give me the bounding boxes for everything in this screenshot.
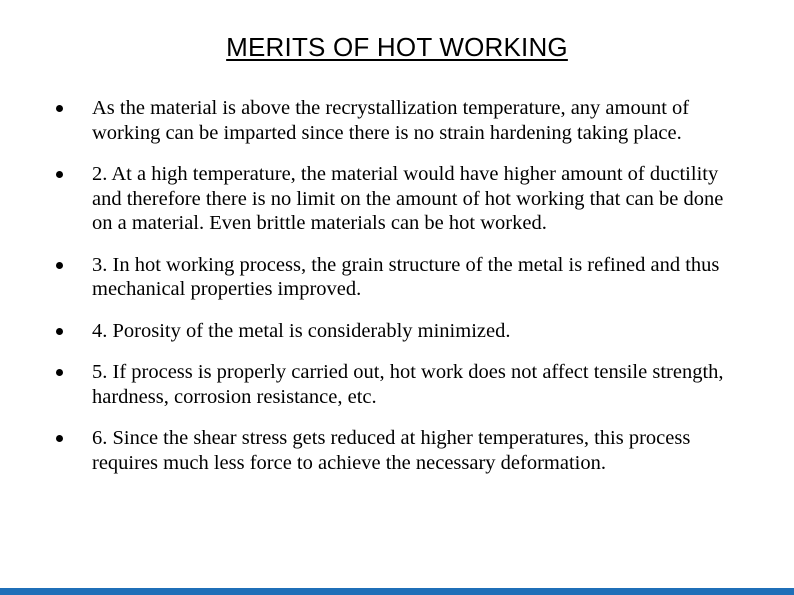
bullet-dot-icon [56,369,63,376]
bullet-text: 2. At a high temperature, the material would have higher amount of ductility and therefore there is no limit on the amount of hot working that can be done on a material. Even brittle materials can be hot worked. [92,163,724,234]
slide-title: MERITS OF HOT WORKING [226,32,568,62]
bullet-item [56,162,736,236]
bullet-item [56,319,736,344]
bullet-dot-icon [56,328,63,335]
bullet-item [56,360,736,409]
bullet-text: 3. In hot working process, the grain structure of the metal is refined and thus mechanical properties improved. [92,253,720,300]
bullet-dot-icon [56,262,63,269]
bullet-text: 5. If process is properly carried out, hot work does not affect tensile strength, hardness, corrosion resistance, etc. [92,361,724,408]
bullet-dot-icon [56,171,63,178]
footer-accent-bar [0,588,794,595]
bullet-item [56,253,736,302]
bullet-list [56,96,736,492]
bullet-text: As the material is above the recrystallization temperature, any amount of working can be imparted since there is no strain hardening taking place. [92,97,690,144]
bullet-item [56,426,736,475]
bullet-dot-icon [56,105,63,112]
bullet-item [56,96,736,145]
bullet-text: 4. Porosity of the metal is considerably minimized. [92,319,511,342]
bullet-dot-icon [56,435,63,442]
bullet-text: 6. Since the shear stress gets reduced at higher temperatures, this process requires much less force to achieve the necessary deformation. [92,427,691,474]
